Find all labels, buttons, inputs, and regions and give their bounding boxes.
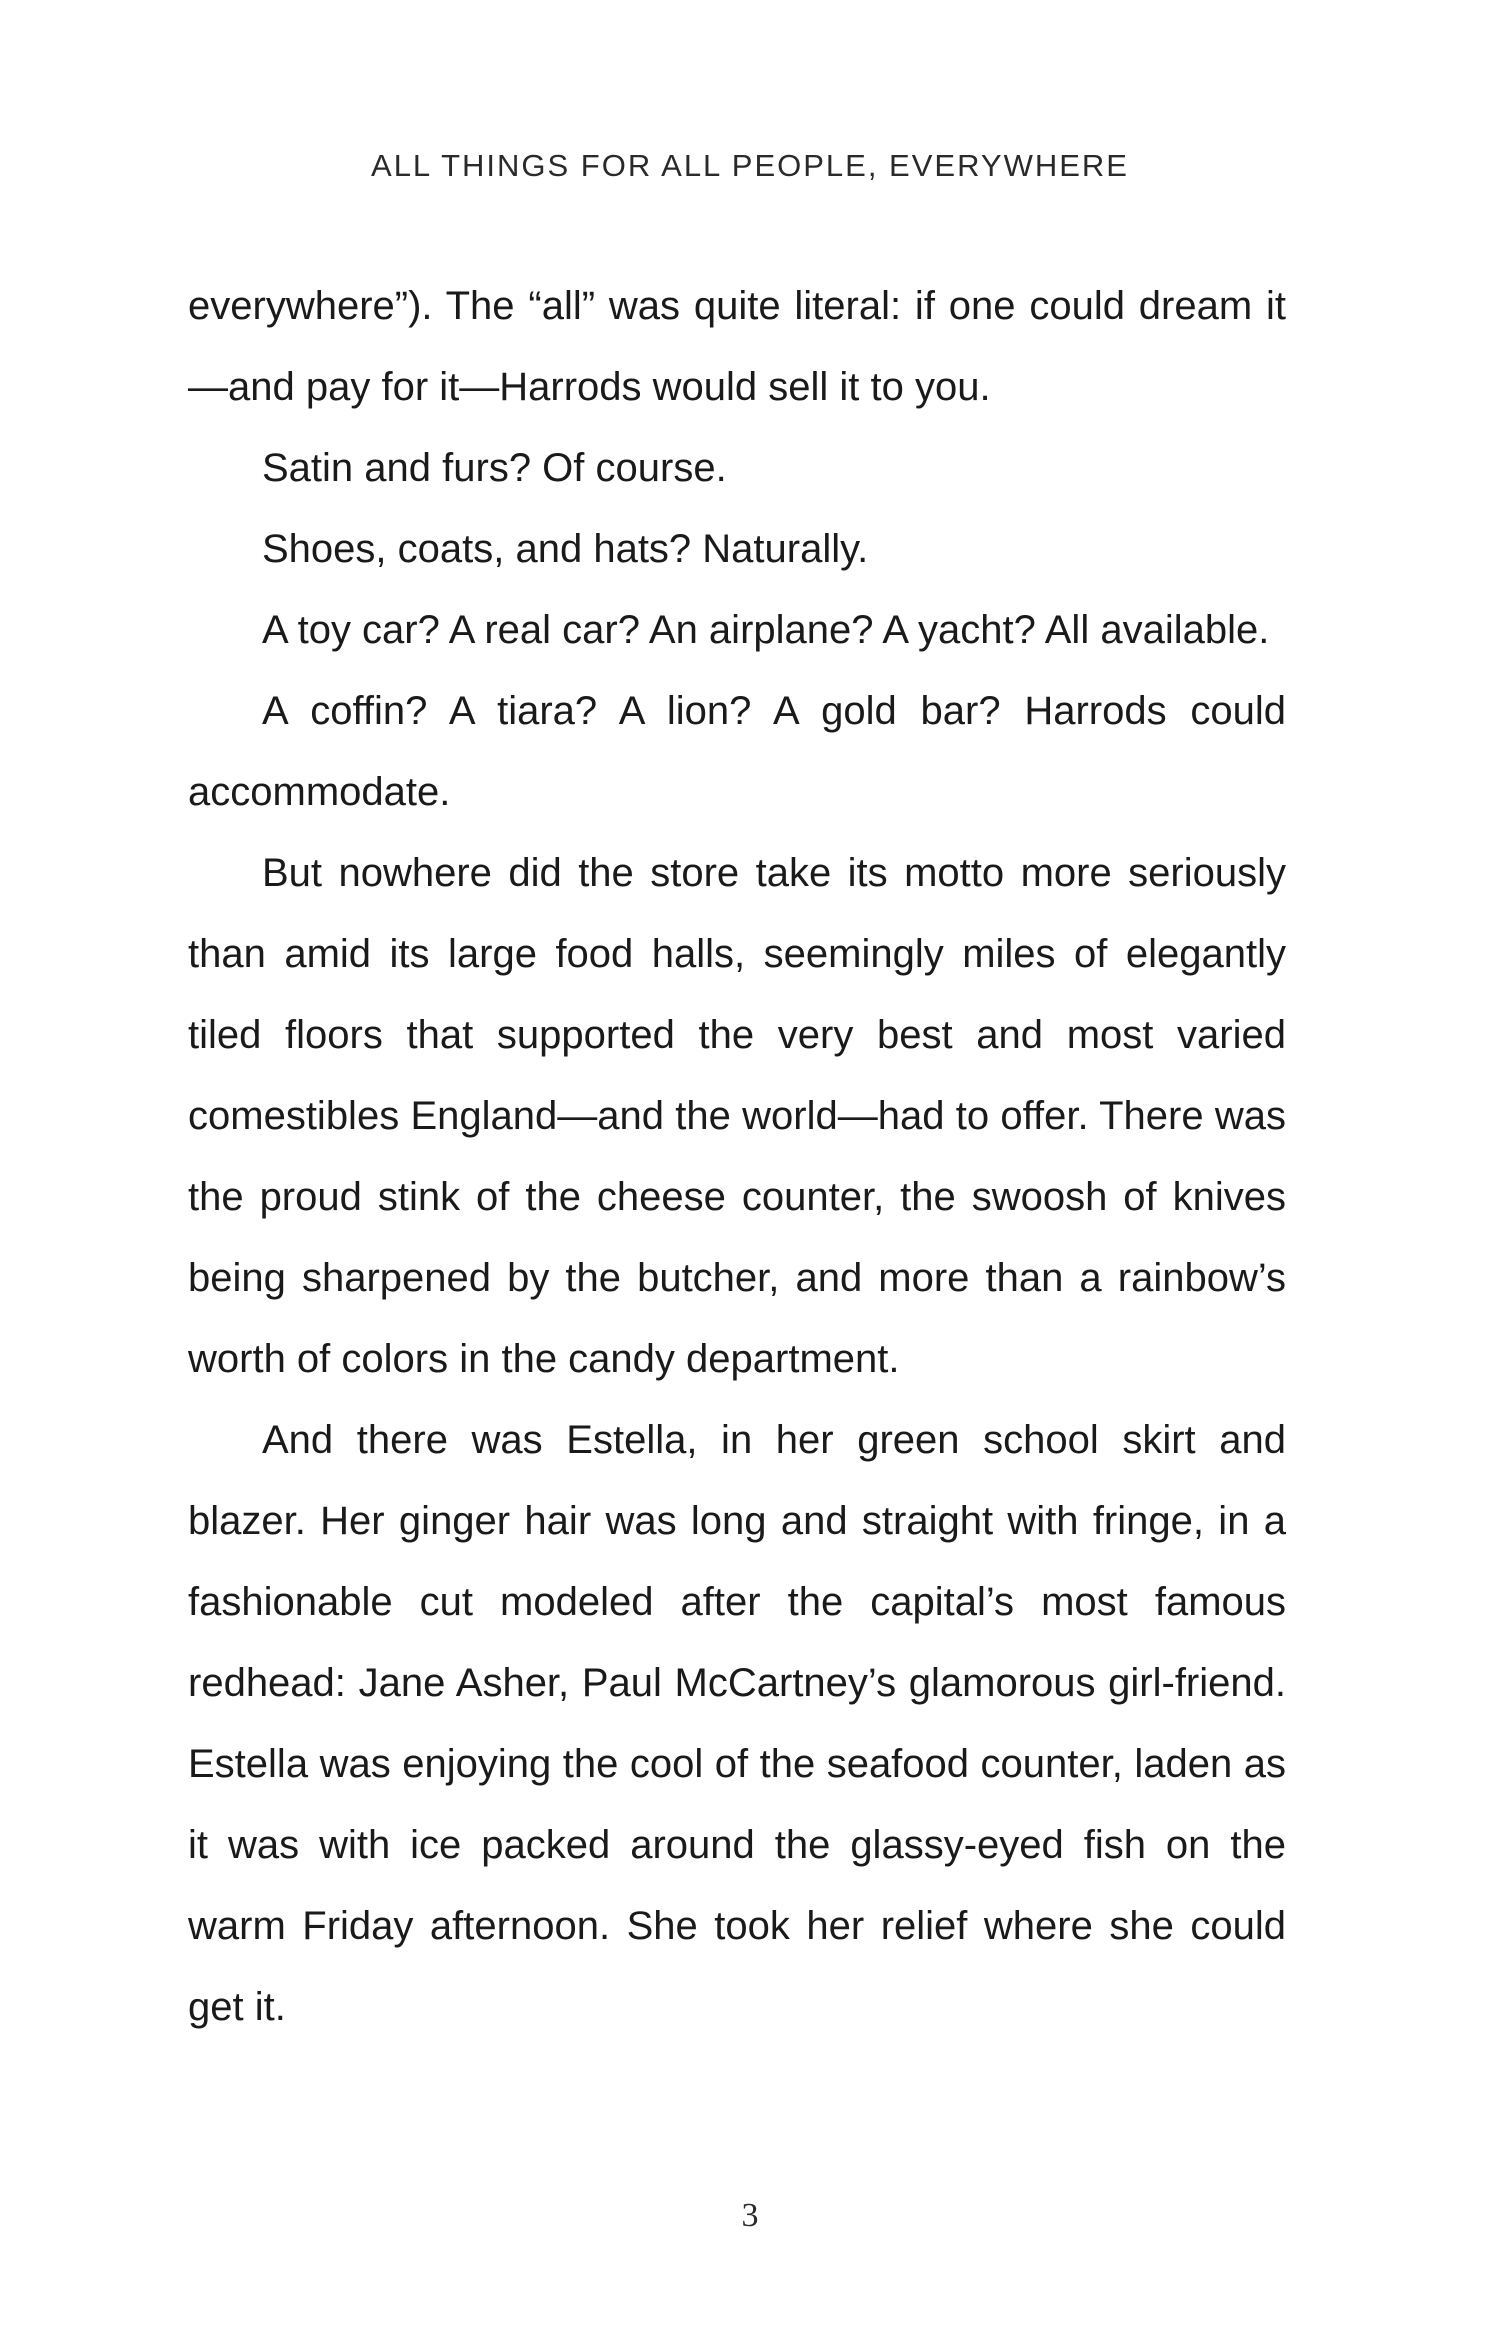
paragraph: everywhere”). The “all” was quite literal: if one could dream it—and pay for it—Harrods would sell it to you. bbox=[188, 284, 1286, 409]
paragraph: Satin and furs? Of course. bbox=[262, 446, 727, 490]
body-text bbox=[188, 266, 1286, 2048]
paragraph: And there was Estella, in her green school skirt and blazer. Her ginger hair was long and straight with fringe, in a fashionable cut modeled after the capital’s most famous redhead: Jane Asher, Paul McCartney’s glamorous girl-friend. Estella was enjoying the cool of the seafood counter, laden as it was with ice packed around the glassy-eyed fish on the warm Friday afternoon. She took her relief where she could get it. bbox=[188, 1418, 1286, 2029]
paragraph: A coffin? A tiara? A lion? A gold bar? Harrods could accommodate. bbox=[188, 689, 1286, 814]
paragraph: Shoes, coats, and hats? Naturally. bbox=[262, 527, 869, 571]
paragraph: A toy car? A real car? An airplane? A yacht? All available. bbox=[262, 608, 1270, 652]
paragraph: But nowhere did the store take its motto more seriously than amid its large food halls, seemingly miles of elegantly tiled floors that supported the very best and most varied comestibles England—and the world—had to offer. There was the proud stink of the cheese counter, the swoosh of knives being sharpened by the butcher, and more than a rainbow’s worth of colors in the candy department. bbox=[188, 851, 1286, 1381]
page-number: 3 bbox=[741, 2197, 759, 2234]
running-head: ALL THINGS FOR ALL PEOPLE, EVERYWHERE bbox=[371, 148, 1129, 183]
